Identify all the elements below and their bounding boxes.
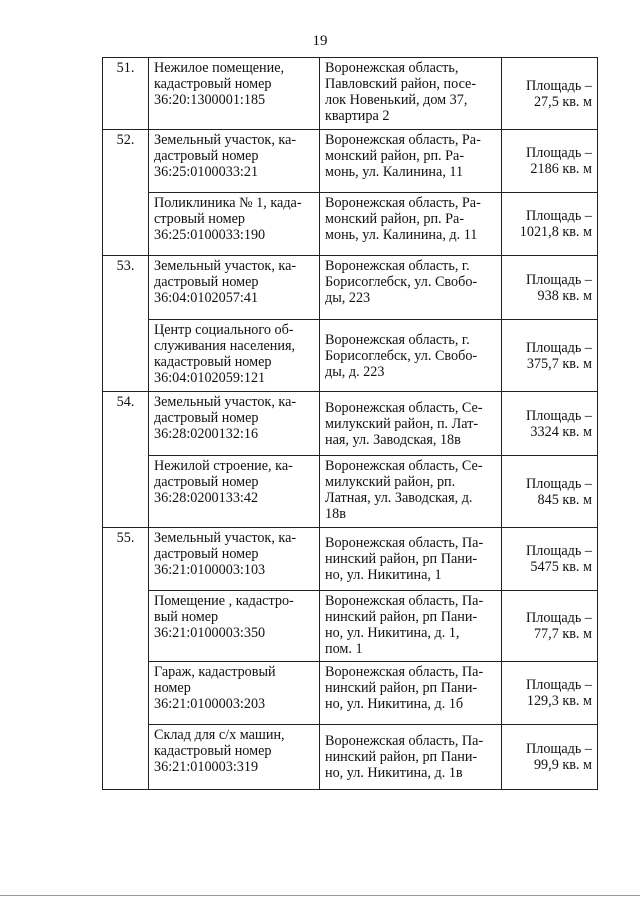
- text-line: Воронежская область, Ра-: [325, 132, 481, 148]
- text-line: стровый номер: [154, 211, 246, 227]
- text-line: кадастровый номер: [154, 354, 272, 370]
- text-line: 36:04:0102059:121: [154, 370, 266, 386]
- object-address: [320, 456, 502, 528]
- text-line: лок Новенький, дом 37,: [325, 92, 468, 108]
- text-line: 18в: [325, 506, 346, 522]
- object-address: [320, 256, 502, 320]
- property-table: [102, 57, 598, 790]
- text-line: но, ул. Никитина, д. 1б: [325, 696, 464, 712]
- text-line: дастровый номер: [154, 546, 259, 562]
- text-line: дастровый номер: [154, 474, 259, 490]
- text-line: 129,3 кв. м: [526, 693, 592, 709]
- object-description: [149, 130, 320, 193]
- text-line: Воронежская область, г.: [325, 258, 470, 274]
- page-number: 19: [312, 33, 328, 49]
- table-row: [103, 392, 598, 456]
- text-line: Нежилое помещение,: [154, 60, 285, 76]
- text-line: Центр социального об-: [154, 322, 294, 338]
- object-description: [149, 591, 320, 662]
- text-line: нинский район, рп Пани-: [325, 680, 478, 696]
- text-line: 77,7 кв. м: [533, 626, 592, 642]
- text-line: Нежилой строение, ка-: [154, 458, 293, 474]
- text-line: 2186 кв. м: [530, 161, 592, 177]
- text-line: Поликлиника № 1, када-: [154, 195, 302, 211]
- object-address: [320, 725, 502, 790]
- table-row: [103, 662, 598, 725]
- text-line: Гараж, кадастровый: [154, 664, 276, 680]
- text-line: Воронежская область,: [325, 60, 459, 76]
- text-line: 3324 кв. м: [530, 423, 592, 440]
- text-line: Борисоглебск, ул. Свобо-: [325, 274, 478, 290]
- text-line: нинский район, рп Пани-: [325, 551, 478, 567]
- text-line: 845 кв. м: [537, 491, 592, 508]
- object-description: [149, 320, 320, 392]
- object-area: [502, 193, 598, 256]
- text-line: Воронежская область, Ра-: [325, 195, 481, 211]
- text-line: Площадь –: [526, 677, 592, 693]
- object-address: [320, 392, 502, 456]
- object-area: [502, 256, 598, 320]
- text-line: 36:25:0100033:21: [154, 164, 259, 180]
- object-description: [149, 662, 320, 725]
- text-line: Площадь –: [526, 741, 592, 757]
- object-area: [502, 58, 598, 130]
- text-line: Воронежская область, г.: [325, 331, 470, 348]
- text-line: 27,5 кв. м: [533, 93, 592, 110]
- text-line: 36:20:1300001:185: [154, 92, 266, 108]
- text-line: монь, ул. Калинина, д. 11: [325, 227, 478, 243]
- text-line: нинский район, рп Пани-: [325, 749, 478, 765]
- text-line: милукский район, п. Лат-: [325, 415, 479, 432]
- object-address: [320, 528, 502, 591]
- text-line: 938 кв. м: [537, 287, 592, 304]
- text-line: дастровый номер: [154, 274, 259, 290]
- text-line: но, ул. Никитина, 1: [325, 567, 442, 583]
- text-line: Павловский район, посе-: [325, 76, 477, 92]
- row-number: 55.: [103, 528, 149, 790]
- text-line: номер: [154, 680, 191, 696]
- text-line: Земельный участок, ка-: [154, 530, 297, 546]
- object-address: [320, 320, 502, 392]
- text-line: Воронежская область, Па-: [325, 535, 484, 551]
- text-line: 36:28:0200132:16: [154, 426, 259, 442]
- text-line: дастровый номер: [154, 148, 259, 164]
- text-line: ды, д. 223: [325, 363, 385, 380]
- text-line: Латная, ул. Заводская, д.: [325, 490, 473, 506]
- table-row: [103, 256, 598, 320]
- text-line: кадастровый номер: [154, 76, 272, 92]
- text-line: монь, ул. Калинина, 11: [325, 164, 464, 180]
- text-line: Площадь –: [526, 208, 592, 224]
- text-line: 36:25:0100033:190: [154, 227, 266, 243]
- text-line: 36:21:010003:319: [154, 759, 259, 775]
- text-line: квартира 2: [325, 108, 390, 124]
- text-line: Земельный участок, ка-: [154, 258, 297, 274]
- text-line: 375,7 кв. м: [526, 355, 592, 372]
- text-line: 36:21:0100003:103: [154, 562, 266, 578]
- object-description: [149, 58, 320, 130]
- object-area: [502, 725, 598, 790]
- text-line: Площадь –: [526, 475, 592, 492]
- text-line: служивания населения,: [154, 338, 296, 354]
- object-area: [502, 662, 598, 725]
- text-line: милукский район, рп.: [325, 474, 456, 490]
- text-line: 36:04:0102057:41: [154, 290, 259, 306]
- text-line: Борисоглебск, ул. Свобо-: [325, 347, 478, 364]
- row-number: 53.: [103, 256, 149, 392]
- text-line: монский район, рп. Ра-: [325, 211, 465, 227]
- text-line: Площадь –: [526, 77, 592, 94]
- object-area: [502, 528, 598, 591]
- property-table-body: [103, 58, 598, 790]
- object-description: [149, 392, 320, 456]
- text-line: дастровый номер: [154, 410, 259, 426]
- row-number: 54.: [103, 392, 149, 528]
- text-line: Воронежская область, Се-: [325, 399, 483, 416]
- text-line: Воронежская область, Па-: [325, 664, 484, 680]
- text-line: 1021,8 кв. м: [519, 224, 592, 240]
- table-row: [103, 591, 598, 662]
- text-line: Площадь –: [526, 145, 592, 161]
- object-area: [502, 456, 598, 528]
- text-line: Площадь –: [526, 339, 592, 356]
- table-row: [103, 528, 598, 591]
- object-address: [320, 58, 502, 130]
- table-row: [103, 320, 598, 392]
- text-line: Площадь –: [526, 610, 592, 626]
- text-line: Воронежская область, Па-: [325, 733, 484, 749]
- text-line: Земельный участок, ка-: [154, 132, 297, 148]
- text-line: нинский район, рп Пани-: [325, 609, 478, 625]
- text-line: Площадь –: [526, 407, 592, 424]
- text-line: Помещение , кадастро-: [154, 593, 294, 609]
- text-line: вый номер: [154, 609, 219, 625]
- table-row: [103, 456, 598, 528]
- object-description: [149, 193, 320, 256]
- text-line: кадастровый номер: [154, 743, 272, 759]
- object-description: [149, 456, 320, 528]
- object-address: [320, 130, 502, 193]
- table-row: [103, 58, 598, 130]
- object-description: [149, 725, 320, 790]
- table-row: [103, 725, 598, 790]
- text-line: пом. 1: [325, 641, 363, 657]
- row-number: 51.: [103, 58, 149, 130]
- text-line: 36:21:0100003:350: [154, 625, 266, 641]
- text-line: ная, ул. Заводская, 18в: [325, 431, 461, 448]
- table-row: [103, 130, 598, 193]
- object-area: [502, 591, 598, 662]
- text-line: Воронежская область, Па-: [325, 593, 484, 609]
- object-description: [149, 528, 320, 591]
- text-line: Площадь –: [526, 271, 592, 288]
- object-area: [502, 392, 598, 456]
- text-line: 5475 кв. м: [530, 559, 592, 575]
- object-address: [320, 662, 502, 725]
- table-row: [103, 193, 598, 256]
- text-line: Склад для с/х машин,: [154, 727, 285, 743]
- object-description: [149, 256, 320, 320]
- text-line: 36:28:0200133:42: [154, 490, 259, 506]
- text-line: Площадь –: [526, 543, 592, 559]
- page-bottom-edge: [0, 895, 640, 896]
- text-line: Земельный участок, ка-: [154, 394, 297, 410]
- text-line: 36:21:0100003:203: [154, 696, 266, 712]
- text-line: но, ул. Никитина, д. 1,: [325, 625, 460, 641]
- object-area: [502, 130, 598, 193]
- text-line: монский район, рп. Ра-: [325, 148, 465, 164]
- object-address: [320, 193, 502, 256]
- object-area: [502, 320, 598, 392]
- text-line: 99,9 кв. м: [533, 757, 592, 773]
- text-line: Воронежская область, Се-: [325, 458, 483, 474]
- row-number: 52.: [103, 130, 149, 256]
- text-line: но, ул. Никитина, д. 1в: [325, 765, 463, 781]
- object-address: [320, 591, 502, 662]
- text-line: ды, 223: [325, 290, 371, 306]
